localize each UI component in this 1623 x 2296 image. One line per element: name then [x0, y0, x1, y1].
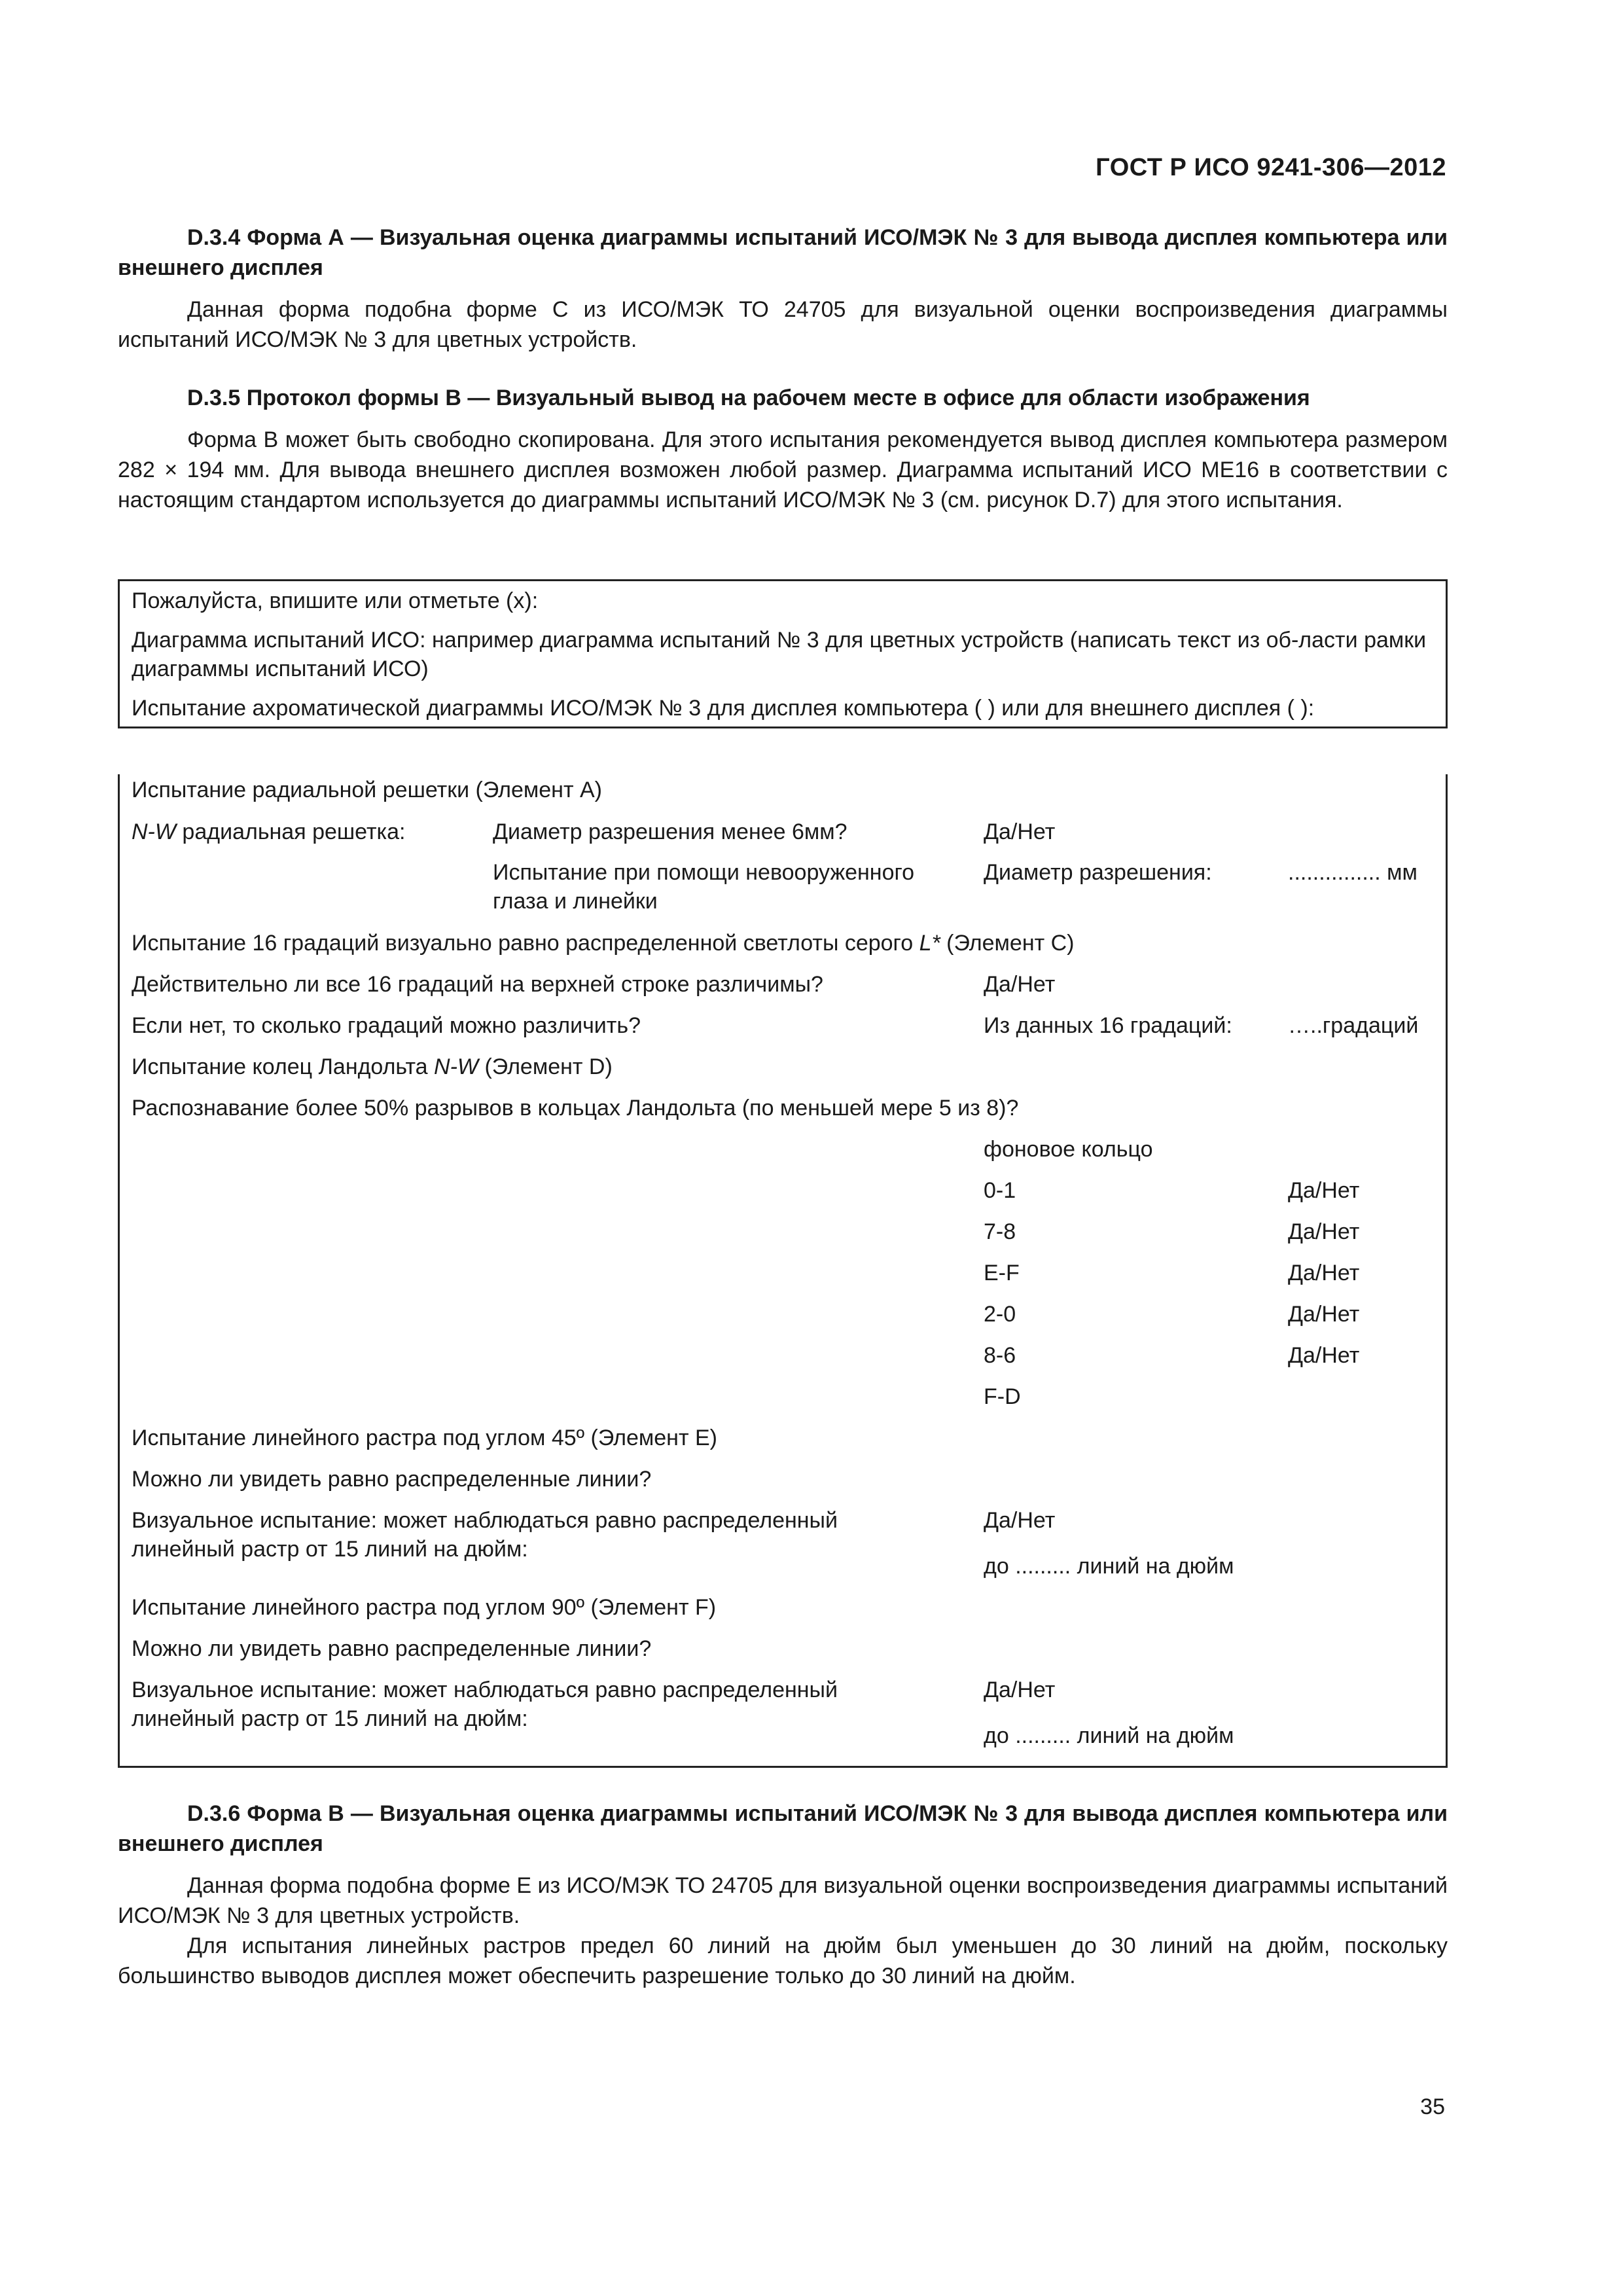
section-d36-title: D.3.6 Форма В — Визуальная оценка диаграммы испытаний ИСО/МЭК № 3 для вывода дисплея компьютера или внешнего дисплея — [118, 1801, 1448, 1856]
radial-title: Испытание радиальной решетки (Элемент А) — [132, 778, 602, 802]
landolt-answer: Да/Нет — [1288, 1178, 1360, 1203]
landolt-pair: F-D — [984, 1384, 1021, 1409]
section-d36-para2: Для испытания линейных растров предел 60 линий на дюйм был уменьшен до 30 линий на дюйм, поскольку большинство выводов дисплея может обеспечить разрешение только до 30 линий на дюйм. — [118, 1933, 1448, 1988]
section-d34-title: D.3.4 Форма А — Визуальная оценка диаграммы испытаний ИСО/МЭК № 3 для вывода дисплея компьютера или внешнего дисплея — [118, 225, 1448, 280]
form-intro: Пожалуйста, впишите или отметьте (x): — [132, 588, 539, 613]
gradation-title: Испытание 16 градаций визуально равно распределенной светлоты серого L* (Элемент С) — [132, 931, 1075, 956]
landolt-pair: E-F — [984, 1261, 1020, 1285]
raster90-upto: до ......... линий на дюйм — [984, 1723, 1234, 1748]
landolt-header: фоновое кольцо — [984, 1137, 1153, 1162]
raster90-title: Испытание линейного растра под углом 90º (Элемент F) — [132, 1595, 717, 1620]
landolt-answer: Да/Нет — [1288, 1302, 1360, 1327]
gradation-value: …..градаций — [1288, 1013, 1419, 1038]
raster45-title: Испытание линейного растра под углом 45º (Элемент Е) — [132, 1426, 717, 1450]
section-d36 — [118, 1799, 1448, 1991]
section-d34-para: Данная форма подобна форме С из ИСО/МЭК ТО 24705 для визуальной оценки воспроизведения диаграммы испытаний ИСО/МЭК № 3 для цветных устройств. — [118, 297, 1448, 352]
form-body — [118, 774, 1448, 1768]
form-header-box — [118, 579, 1448, 728]
radial-label: N-W радиальная решетка: — [132, 819, 406, 844]
landolt-answer: Да/Нет — [1288, 1219, 1360, 1244]
page-number: 35 — [1420, 2094, 1445, 2119]
landolt-pair: 8-6 — [984, 1343, 1016, 1368]
section-d35-para: Форма В может быть свободно скопирована. Для этого испытания рекомендуется вывод дисплея компьютера размером 282 × 194 мм. Для вывода внешнего дисплея возможен любой размер. Диаграмма испытаний ИСО МЕ16 в соответствии с настоящим стандартом используется до диаграммы испытаний ИСО/МЭК № 3 (см. рисунок D.7) для этого испытания. — [118, 427, 1448, 512]
radial-diameter-value: ............... мм — [1288, 860, 1418, 885]
gradation-q1-answer: Да/Нет — [984, 972, 1056, 997]
raster45-visual-line2: линейный растр от 15 линий на дюйм: — [132, 1537, 528, 1562]
raster45-answer: Да/Нет — [984, 1508, 1056, 1533]
radial-diameter-label: Диаметр разрешения: — [984, 860, 1212, 885]
radial-q2-line2: глаза и линейки — [493, 889, 658, 914]
radial-q1: Диаметр разрешения менее 6мм? — [493, 819, 847, 844]
raster45-upto: до ......... линий на дюйм — [984, 1554, 1234, 1579]
landolt-pair: 0-1 — [984, 1178, 1016, 1203]
form-chart-line: Диаграмма испытаний ИСО: например диаграмма испытаний № 3 для цветных устройств (написать текст из об-ласти рамки диаграммы испытаний ИСО) — [132, 628, 1427, 681]
landolt-pair: 2-0 — [984, 1302, 1016, 1327]
section-d35 — [118, 383, 1448, 515]
section-d34 — [118, 223, 1448, 355]
section-d35-title: D.3.5 Протокол формы В — Визуальный вывод на рабочем месте в офисе для области изображения — [187, 386, 1310, 410]
raster90-question: Можно ли увидеть равно распределенные линии? — [132, 1636, 652, 1661]
radial-q1-answer: Да/Нет — [984, 819, 1056, 844]
section-d36-para1: Данная форма подобна форме Е из ИСО/МЭК ТО 24705 для визуальной оценки воспроизведения диаграммы испытаний ИСО/МЭК № 3 для цветных устройств. — [118, 1873, 1448, 1928]
radial-q2-line1: Испытание при помощи невооруженного — [493, 860, 915, 885]
landolt-pair: 7-8 — [984, 1219, 1016, 1244]
landolt-title: Испытание колец Ландольта N-W (Элемент D) — [132, 1054, 613, 1079]
raster45-visual-line1: Визуальное испытание: может наблюдаться равно распределенный — [132, 1508, 838, 1533]
gradation-q2: Если нет, то сколько градаций можно различить? — [132, 1013, 641, 1038]
landolt-answer: Да/Нет — [1288, 1261, 1360, 1285]
landolt-answer: Да/Нет — [1288, 1343, 1360, 1368]
gradation-q1: Действительно ли все 16 градаций на верхней строке различимы? — [132, 972, 823, 997]
landolt-question: Распознавание более 50% разрывов в кольцах Ландольта (по меньшей мере 5 из 8)? — [132, 1096, 1019, 1121]
standard-header: ГОСТ Р ИСО 9241-306—2012 — [1096, 154, 1446, 181]
form-achromatic-line: Испытание ахроматической диаграммы ИСО/МЭК № 3 для дисплея компьютера ( ) или для внешнего дисплея ( ): — [132, 696, 1315, 721]
raster45-question: Можно ли увидеть равно распределенные линии? — [132, 1467, 652, 1492]
gradation-of16: Из данных 16 градаций: — [984, 1013, 1232, 1038]
raster90-visual-line1: Визуальное испытание: может наблюдаться равно распределенный — [132, 1677, 838, 1702]
raster90-answer: Да/Нет — [984, 1677, 1056, 1702]
raster90-visual-line2: линейный растр от 15 линий на дюйм: — [132, 1706, 528, 1731]
